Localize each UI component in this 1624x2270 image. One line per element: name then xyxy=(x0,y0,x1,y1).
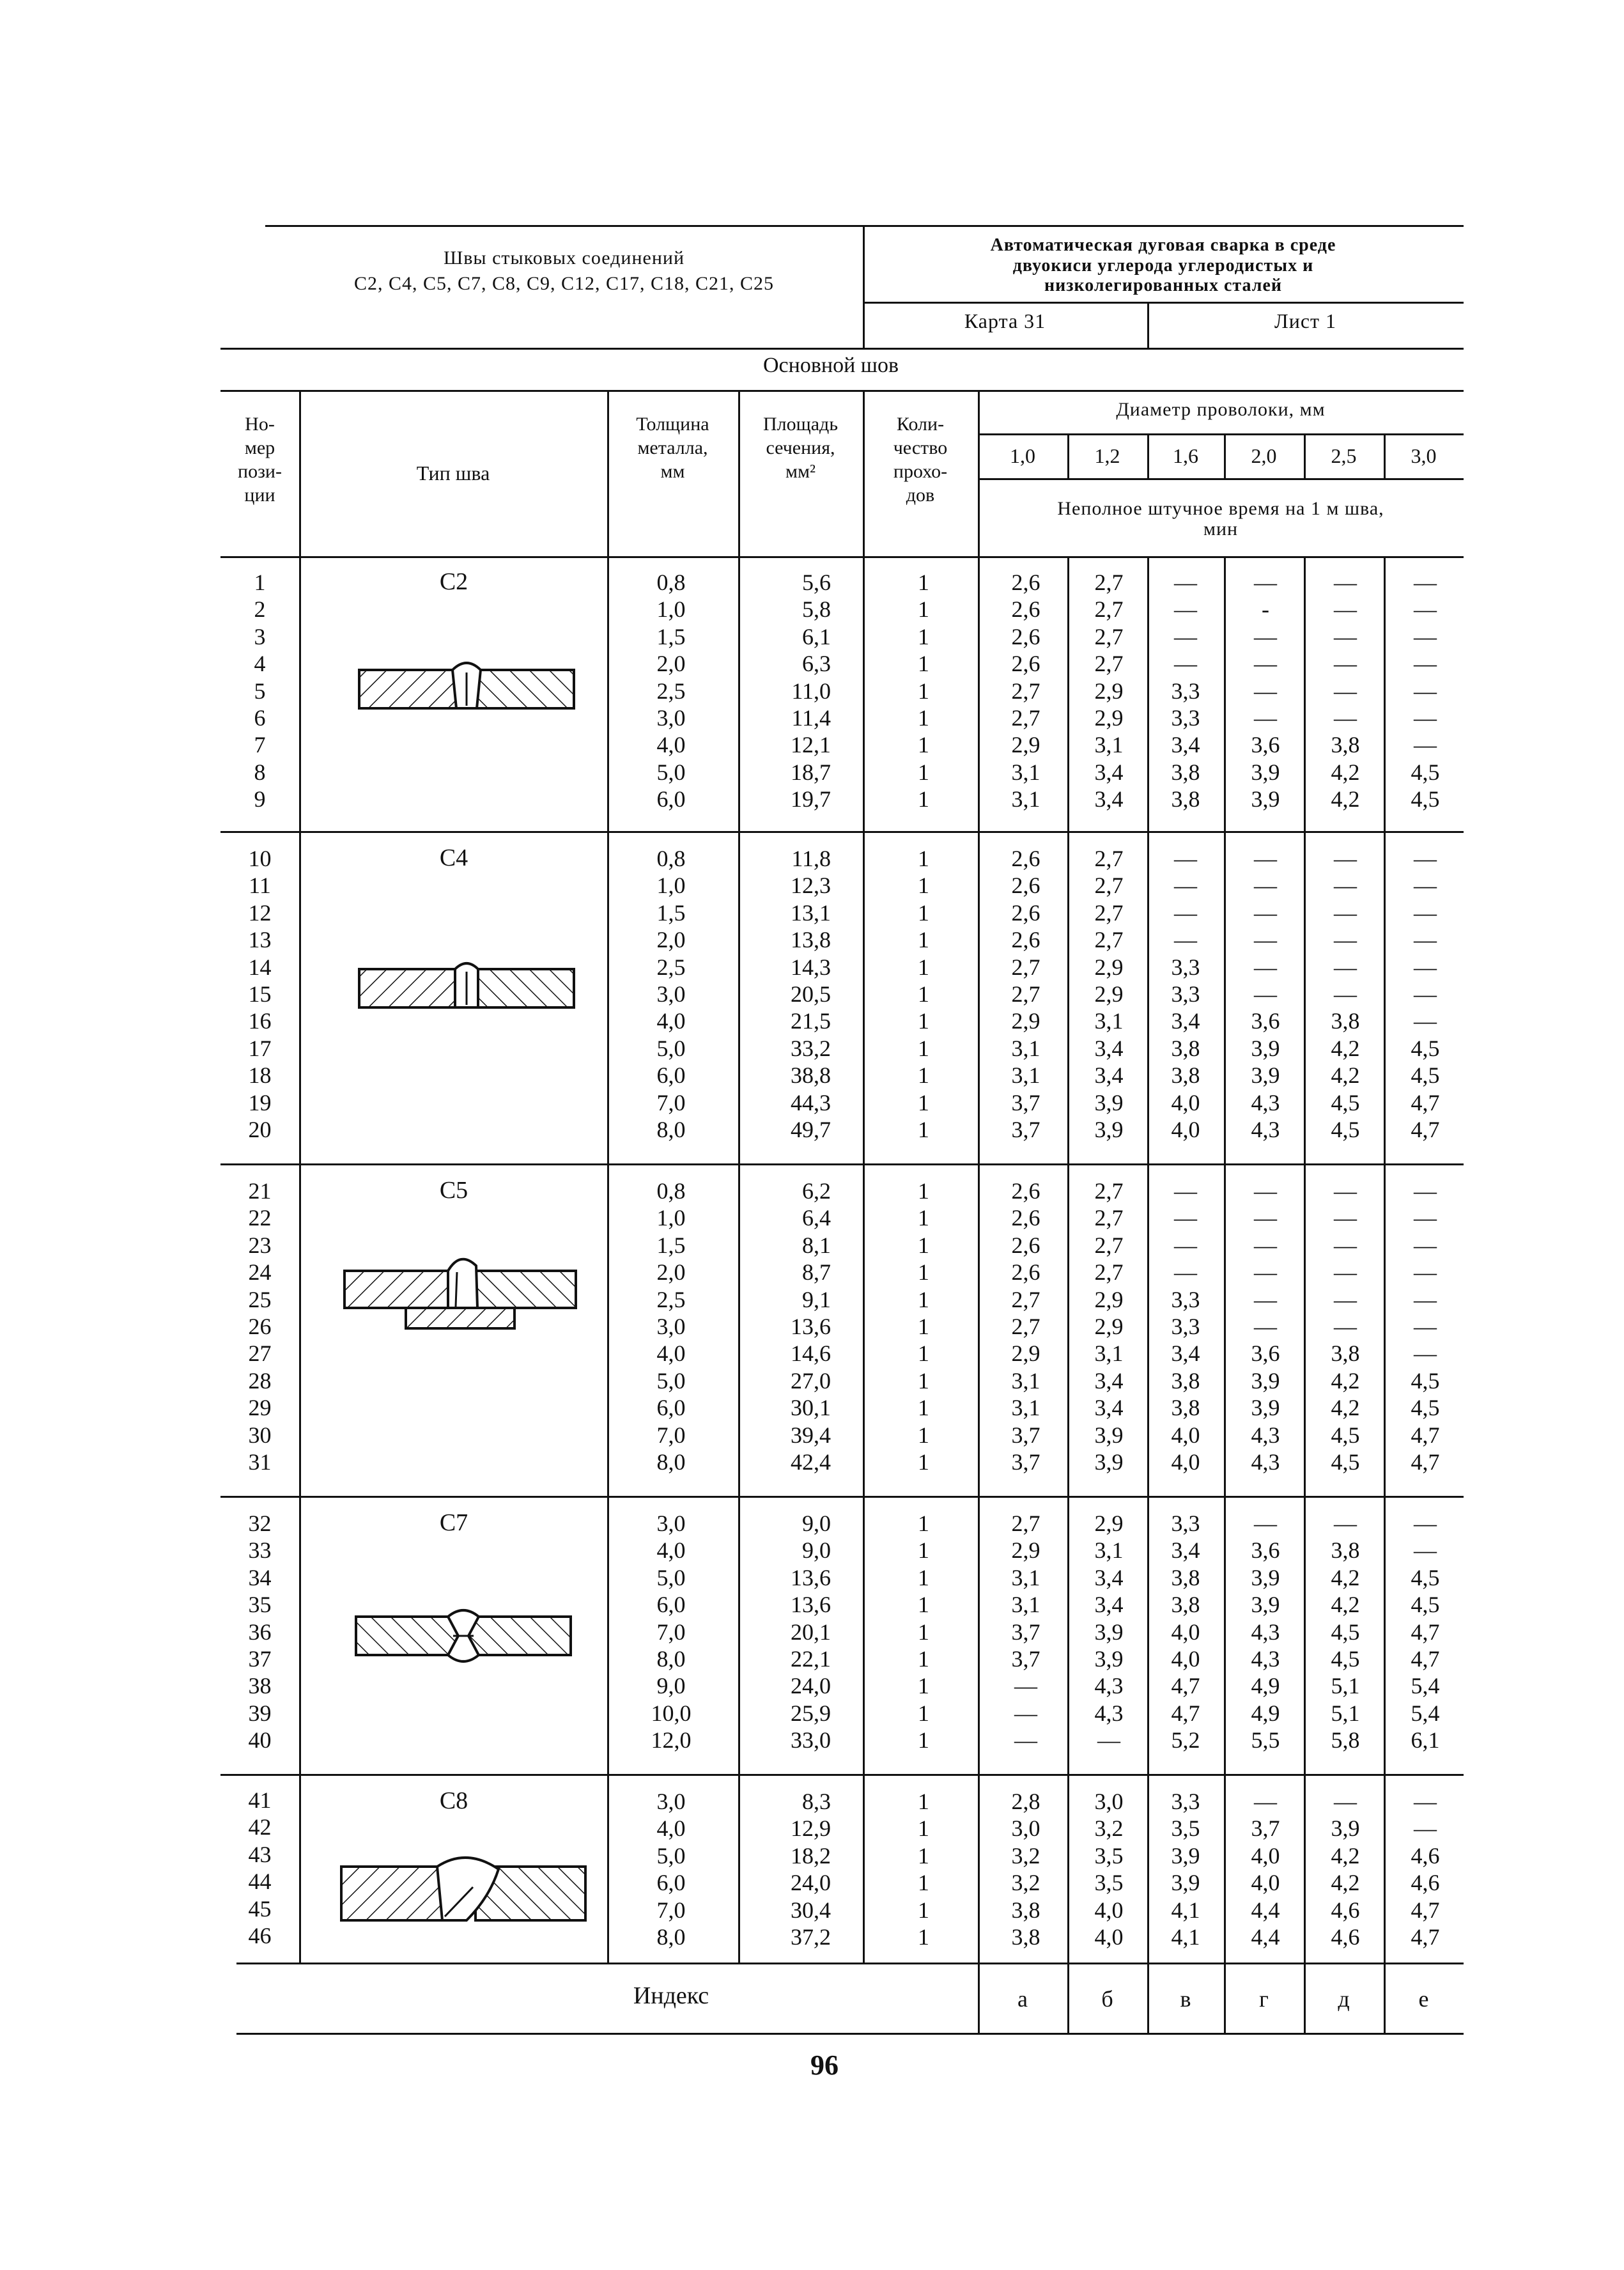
time-d10-column: 2,7 2,9 3,1 3,1 3,7 3,7 — — — xyxy=(1011,1511,1040,1753)
pos-column: 10 11 12 13 14 15 16 17 18 19 20 xyxy=(248,846,272,1142)
seam-diagram-c4 xyxy=(358,958,575,1022)
time-d10-column: 2,6 2,6 2,6 2,6 2,7 2,7 2,9 3,1 3,1 xyxy=(1011,570,1040,812)
index-letter-e: е xyxy=(1418,1986,1429,2012)
time-d10-column: 2,8 3,0 3,2 3,2 3,8 3,8 xyxy=(1011,1789,1040,1950)
pos-column: 1 2 3 4 5 6 7 8 9 xyxy=(254,570,266,812)
time-d30-column: — — — — — — — 4,5 4,5 4,7 4,7 xyxy=(1411,1178,1440,1475)
seam-type-label: С8 xyxy=(439,1787,468,1814)
seam-diagram-c7 xyxy=(355,1601,572,1672)
header-left-codes: С2, С4, С5, С7, С8, С9, С12, С17, С18, С21, С25 xyxy=(353,273,775,294)
index-letter-g: г xyxy=(1259,1986,1269,2012)
type-column-header: Тип шва xyxy=(416,462,490,485)
area-column: 9,0 9,0 13,6 13,6 20,1 22,1 24,0 25,9 33,0 xyxy=(791,1511,831,1753)
time-d10-column: 2,6 2,6 2,6 2,6 2,7 2,7 2,9 3,1 3,1 3,7 3,7 xyxy=(1011,846,1040,1142)
time-d20-column: — 3,7 4,0 4,0 4,4 4,4 xyxy=(1251,1789,1280,1950)
passes-column: 1 1 1 1 1 1 1 1 1 xyxy=(918,1511,929,1753)
time-d30-column: — — — — — — — 4,5 4,5 xyxy=(1411,570,1440,812)
diameter-1-6: 1,6 xyxy=(1173,444,1198,467)
index-letter-d: д xyxy=(1338,1986,1350,2012)
time-d30-column: — — 4,5 4,5 4,7 4,7 5,4 5,4 6,1 xyxy=(1411,1511,1440,1753)
time-d16-column: — — — — 3,3 3,3 3,4 3,8 3,8 4,0 4,0 xyxy=(1171,1178,1200,1475)
time-d25-column: — — — — — — 3,8 4,2 4,2 xyxy=(1331,570,1360,812)
time-d12-column: 3,0 3,2 3,5 3,5 4,0 4,0 xyxy=(1094,1789,1124,1950)
time-d16-column: — — — — 3,3 3,3 3,4 3,8 3,8 4,0 4,0 xyxy=(1171,846,1200,1142)
seam-type-label: С2 xyxy=(439,568,468,595)
time-d20-column: — — — — — — 3,6 3,9 3,9 4,3 4,3 xyxy=(1251,846,1280,1142)
thickness-column-header: Толщина металла, мм xyxy=(636,414,709,482)
time-d16-column: — — — — 3,3 3,3 3,4 3,8 3,8 xyxy=(1171,570,1200,812)
section-title: Основной шов xyxy=(762,354,899,377)
diameter-2-5: 2,5 xyxy=(1331,444,1357,467)
page-number: 96 xyxy=(810,2049,839,2081)
time-d10-column: 2,6 2,6 2,6 2,6 2,7 2,7 2,9 3,1 3,1 3,7 3,7 xyxy=(1011,1178,1040,1475)
diameter-3-0: 3,0 xyxy=(1411,444,1437,467)
passes-column: 1 1 1 1 1 1 1 1 1 1 1 xyxy=(918,846,929,1142)
thickness-column: 0,8 1,0 1,5 2,0 2,5 3,0 4,0 5,0 6,0 7,0 8,0 xyxy=(656,846,686,1142)
index-letter-a: а xyxy=(1017,1986,1028,2012)
passes-column: 1 1 1 1 1 1 1 1 1 xyxy=(918,570,929,812)
thickness-column: 3,0 4,0 5,0 6,0 7,0 8,0 9,0 10,0 12,0 xyxy=(651,1511,692,1753)
area-column: 5,6 5,8 6,1 6,3 11,0 11,4 12,1 18,7 19,7 xyxy=(791,570,831,812)
time-d30-column: — — — — — — — 4,5 4,5 4,7 4,7 xyxy=(1411,846,1440,1142)
seam-diagram-c8 xyxy=(339,1847,588,1937)
time-d12-column: 2,7 2,7 2,7 2,7 2,9 2,9 3,1 3,4 3,4 3,9 3,9 xyxy=(1094,1178,1124,1475)
time-d25-column: — 3,8 4,2 4,2 4,5 4,5 5,1 5,1 5,8 xyxy=(1331,1511,1360,1753)
area-column: 8,3 12,9 18,2 24,0 30,4 37,2 xyxy=(791,1789,831,1950)
time-d20-column: — - — — — — 3,6 3,9 3,9 xyxy=(1251,570,1280,812)
seam-type-label: С4 xyxy=(439,844,468,871)
diameter-1-0: 1,0 xyxy=(1010,444,1035,467)
time-d12-column: 2,9 3,1 3,4 3,4 3,9 3,9 4,3 4,3 — xyxy=(1094,1511,1124,1753)
sheet-number: Лист 1 xyxy=(1274,309,1336,332)
diameter-1-2: 1,2 xyxy=(1094,444,1120,467)
seam-diagram-c5 xyxy=(342,1253,578,1349)
time-d20-column: — — — — — — 3,6 3,9 3,9 4,3 4,3 xyxy=(1251,1178,1280,1475)
area-column: 6,2 6,4 8,1 8,7 9,1 13,6 14,6 27,0 30,1 39,4 42,4 xyxy=(791,1178,831,1475)
time-header-line2: мин xyxy=(1203,518,1239,540)
time-d16-column: 3,3 3,5 3,9 3,9 4,1 4,1 xyxy=(1171,1789,1200,1950)
time-d20-column: — 3,6 3,9 3,9 4,3 4,3 4,9 4,9 5,5 xyxy=(1251,1511,1280,1753)
passes-column: 1 1 1 1 1 1 1 1 1 1 1 xyxy=(918,1178,929,1475)
time-d12-column: 2,7 2,7 2,7 2,7 2,9 2,9 3,1 3,4 3,4 xyxy=(1094,570,1124,812)
index-letter-b: б xyxy=(1101,1986,1113,2012)
pos-column: 21 22 23 24 25 26 27 28 29 30 31 xyxy=(248,1178,272,1475)
header-left-title: Швы стыковых соединений xyxy=(444,247,684,268)
seam-diagram-c2 xyxy=(358,658,575,722)
time-d25-column: — — — — — — 3,8 4,2 4,2 4,5 4,5 xyxy=(1331,846,1360,1142)
header-right-line2: двуокиси углерода углеродистых и xyxy=(1012,256,1314,276)
wire-diameter-header: Диаметр проволоки, мм xyxy=(1116,399,1326,420)
time-d12-column: 2,7 2,7 2,7 2,7 2,9 2,9 3,1 3,4 3,4 3,9 3,9 xyxy=(1094,846,1124,1142)
thickness-column: 0,8 1,0 1,5 2,0 2,5 3,0 4,0 5,0 6,0 7,0 8,0 xyxy=(656,1178,686,1475)
pos-column-header: Но- мер пози- ции xyxy=(238,414,282,506)
passes-column-header: Коли- чество прохо- дов xyxy=(893,414,948,506)
passes-column: 1 1 1 1 1 1 xyxy=(918,1789,929,1950)
area-column: 11,8 12,3 13,1 13,8 14,3 20,5 21,5 33,2 38,8 44,3 49,7 xyxy=(791,846,831,1142)
thickness-column: 0,8 1,0 1,5 2,0 2,5 3,0 4,0 5,0 6,0 xyxy=(656,570,686,812)
pos-column: 32 33 34 35 36 37 38 39 40 xyxy=(248,1511,272,1753)
time-header-line1: Неполное штучное время на 1 м шва, xyxy=(1057,498,1384,519)
header-right-line3: низколегированных сталей xyxy=(1044,276,1283,295)
time-d16-column: 3,3 3,4 3,8 3,8 4,0 4,0 4,7 4,7 5,2 xyxy=(1171,1511,1200,1753)
seam-type-label: С5 xyxy=(439,1177,468,1204)
time-d25-column: — — — — — — 3,8 4,2 4,2 4,5 4,5 xyxy=(1331,1178,1360,1475)
time-d30-column: — — 4,6 4,6 4,7 4,7 xyxy=(1411,1789,1440,1950)
area-column-header: Площадь сечения, мм² xyxy=(763,414,838,482)
pos-column: 41 42 43 44 45 46 xyxy=(248,1787,272,1948)
header-right-line1: Автоматическая дуговая сварка в среде xyxy=(990,235,1336,255)
card-number: Карта 31 xyxy=(964,309,1046,332)
index-label: Индекс xyxy=(633,1982,709,2009)
thickness-column: 3,0 4,0 5,0 6,0 7,0 8,0 xyxy=(656,1789,686,1950)
index-letter-v: в xyxy=(1180,1986,1191,2012)
time-d25-column: — 3,9 4,2 4,2 4,6 4,6 xyxy=(1331,1789,1360,1950)
seam-type-label: С7 xyxy=(439,1509,468,1536)
diameter-2-0: 2,0 xyxy=(1251,444,1277,467)
